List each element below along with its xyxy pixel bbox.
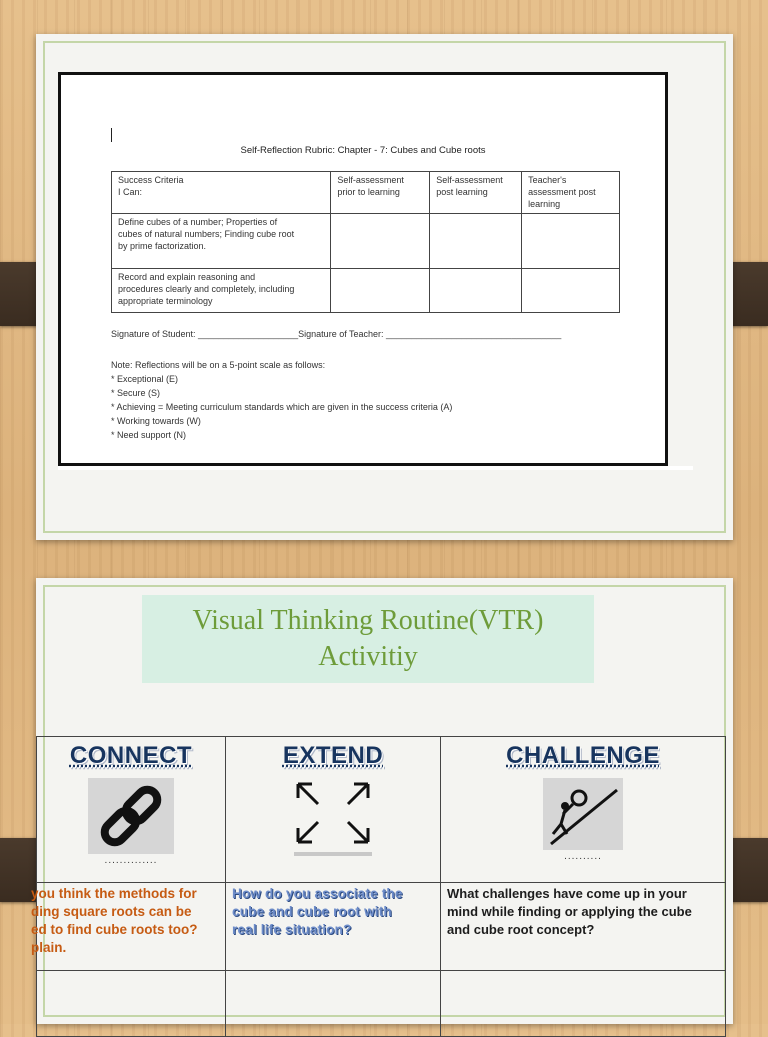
note-line: * Achieving = Meeting curriculum standards which are given in the success criteria (A) xyxy=(111,402,453,412)
connect-header-cell xyxy=(37,737,226,883)
question-row xyxy=(37,883,726,971)
note-line: * Secure (S) xyxy=(111,388,161,398)
empty-cell xyxy=(331,214,430,269)
table-row xyxy=(112,269,620,313)
criteria-text: by prime factorization. xyxy=(118,241,207,251)
connect-question-cell xyxy=(31,883,226,971)
answer-row xyxy=(37,971,726,1037)
header-text: assessment post xyxy=(528,187,596,197)
vtr-grid xyxy=(31,736,726,1037)
header-self-assessment-post xyxy=(430,172,522,214)
challenge-heading: CHALLENGE xyxy=(506,742,660,769)
connect-answer-cell[interactable] xyxy=(37,971,226,1037)
document-bottom-strip xyxy=(58,466,693,470)
connect-heading: CONNECT xyxy=(69,742,193,769)
header-teacher-assessment xyxy=(522,172,620,214)
challenge-question-cell xyxy=(441,883,726,971)
header-text: Self-assessment xyxy=(436,175,503,185)
empty-cell xyxy=(331,269,430,313)
header-text: Teacher's xyxy=(528,175,567,185)
expand-arrows-icon xyxy=(288,776,378,860)
connect-question xyxy=(31,883,225,957)
chain-link-icon xyxy=(88,778,174,854)
pushing-uphill-icon xyxy=(543,778,623,850)
question-line: mind while finding or applying the cube xyxy=(447,904,692,919)
criteria-text: appropriate terminology xyxy=(118,296,213,306)
extend-answer-cell[interactable] xyxy=(226,971,441,1037)
question-line: How do you associate the xyxy=(232,886,403,901)
vtr-title-line1: Visual Thinking Routine(VTR) xyxy=(192,605,544,636)
challenge-question xyxy=(441,883,725,939)
empty-cell xyxy=(522,214,620,269)
vtr-title-box xyxy=(142,595,594,683)
challenge-answer-cell[interactable] xyxy=(441,971,726,1037)
extend-header-cell xyxy=(226,737,441,883)
extend-question-cell xyxy=(226,883,441,971)
criteria-text: Define cubes of a number; Properties of xyxy=(118,217,278,227)
header-text: post learning xyxy=(436,187,488,197)
header-text: Success Criteria xyxy=(118,175,184,185)
empty-cell xyxy=(430,269,522,313)
challenge-dots: .......... xyxy=(564,851,602,862)
criteria-text: procedures clearly and completely, including xyxy=(118,284,295,294)
criteria-text: Record and explain reasoning and xyxy=(118,272,256,282)
criteria-cell xyxy=(112,214,331,269)
question-line: ed to find cube roots too? xyxy=(31,922,198,937)
rubric-document xyxy=(58,72,668,466)
question-line: cube and cube root with xyxy=(232,904,392,919)
signature-line: Signature of Student: ____________________Signature of Teacher: ___________________________________ xyxy=(111,329,562,339)
connect-dots: .............. xyxy=(104,855,158,866)
rubric-title: Self-Reflection Rubric: Chapter - 7: Cubes and Cube roots xyxy=(240,145,486,156)
heading-row xyxy=(37,737,726,883)
rubric-header-row xyxy=(112,172,620,214)
criteria-text: cubes of natural numbers; Finding cube root xyxy=(118,229,295,239)
note-line: * Working towards (W) xyxy=(111,416,201,426)
header-text: Self-assessment xyxy=(337,175,404,185)
table-row xyxy=(112,214,620,269)
empty-cell xyxy=(522,269,620,313)
header-text: learning xyxy=(528,199,561,209)
header-success-criteria xyxy=(112,172,331,214)
question-line: plain. xyxy=(31,940,67,955)
criteria-cell xyxy=(112,269,331,313)
reflection-note xyxy=(111,358,452,442)
extend-question xyxy=(226,883,440,939)
rubric-table xyxy=(111,171,620,313)
question-line: ding square roots can be xyxy=(31,904,192,919)
question-line: real life situation? xyxy=(232,922,352,937)
vtr-title-line2: Activitiy xyxy=(318,641,418,672)
question-line: What challenges have come up in your xyxy=(447,886,687,901)
slide-visual-thinking-routine xyxy=(31,578,733,1024)
text-cursor xyxy=(111,128,112,142)
slide-self-reflection-rubric xyxy=(36,34,733,540)
challenge-header-cell xyxy=(441,737,726,883)
extend-heading: EXTEND xyxy=(282,742,384,769)
note-line: * Need support (N) xyxy=(111,430,187,440)
question-line: you think the methods for xyxy=(31,886,197,901)
header-text: I Can: xyxy=(118,187,143,197)
question-line: and cube root concept? xyxy=(447,922,595,937)
header-text: prior to learning xyxy=(337,187,400,197)
note-line: * Exceptional (E) xyxy=(111,374,179,384)
empty-cell xyxy=(430,214,522,269)
note-line: Note: Reflections will be on a 5-point scale as follows: xyxy=(111,360,326,370)
header-self-assessment-prior xyxy=(331,172,430,214)
